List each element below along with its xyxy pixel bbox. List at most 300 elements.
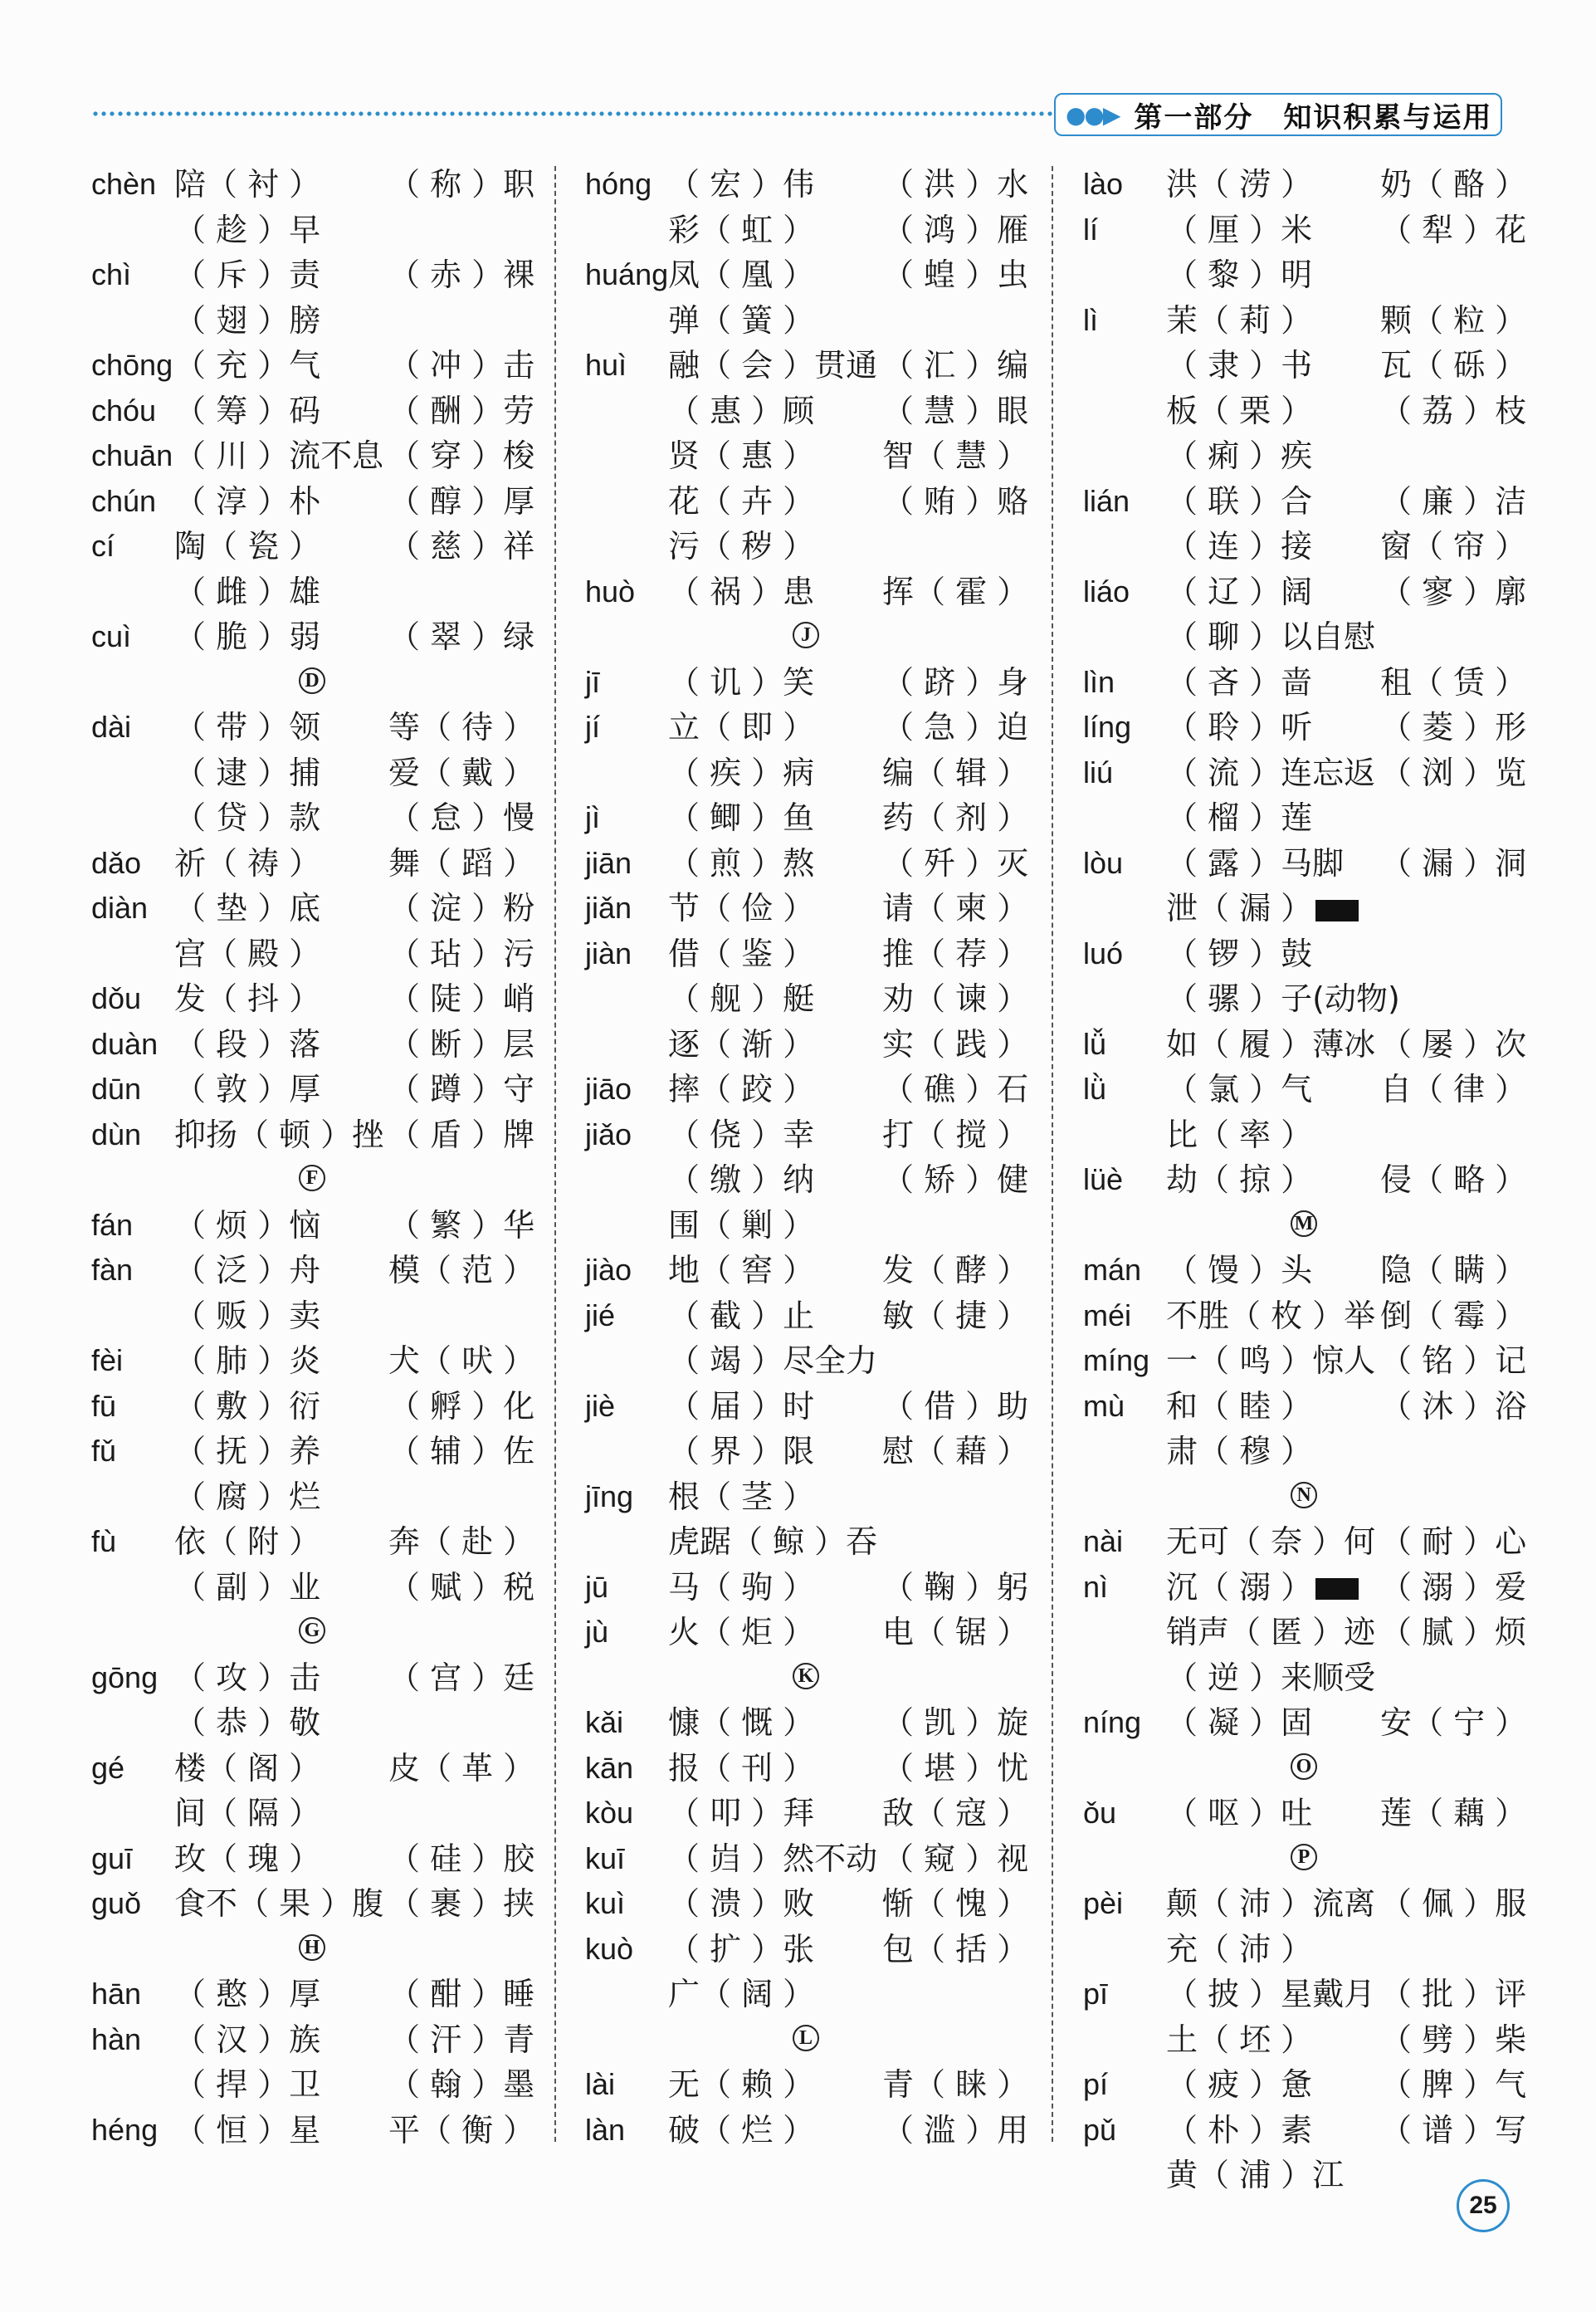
word-item-second: 挥（ 霍 ）: [882, 573, 1029, 610]
word-entry-row: [585, 1248, 1029, 1293]
word-item-first: [668, 976, 814, 1022]
word-item-second: （ 铭 ）记: [1380, 1342, 1527, 1379]
word-entry-row: [585, 1836, 1029, 1882]
word-item-first: [174, 1655, 320, 1701]
word-item-text: 污（ 秽 ）: [668, 528, 815, 565]
word-item-first: [668, 1157, 814, 1203]
word-entry-row: [585, 208, 1029, 253]
word-item-text: （ 呕 ）吐: [1166, 1795, 1313, 1831]
pinyin-label: kuò: [585, 1931, 634, 1966]
word-item-text: （ 叩 ）拜: [668, 1795, 815, 1831]
word-item-text: 楼（ 阁 ）: [174, 1749, 321, 1787]
word-item-first: [174, 841, 320, 887]
word-entry-row: [1083, 886, 1523, 931]
word-item-text: （ 隶 ）书: [1166, 347, 1313, 384]
word-item-text: （ 吝 ）啬: [1166, 663, 1313, 701]
word-item-second: 模（ 范 ）: [388, 1252, 535, 1288]
word-item-second: （ 洪 ）水: [882, 166, 1029, 203]
word-item-first: [668, 2062, 814, 2108]
word-item-second: 发（ 酵 ）: [882, 1252, 1029, 1288]
word-item-first: [1166, 1338, 1375, 1384]
word-item-second: （ 断 ）层: [388, 1025, 535, 1063]
word-item-first: [668, 1972, 814, 2017]
pinyin-label: lǚ: [1083, 1026, 1107, 1061]
word-item-second: （ 礁 ）石: [882, 1071, 1029, 1107]
section-letter-badge: N: [1291, 1482, 1317, 1508]
word-entry-row: [1083, 841, 1527, 887]
word-item-second: 瓦（ 砾 ）: [1380, 347, 1527, 384]
word-item-second: （ 硅 ）胶: [388, 1840, 535, 1877]
section-header: [1054, 93, 1502, 136]
pinyin-label: fǔ: [91, 1434, 117, 1468]
word-item-second: 安（ 宁 ）: [1380, 1704, 1527, 1741]
word-entry-row: [585, 1293, 1029, 1339]
word-entry-row: [91, 886, 535, 931]
word-entry-row: [1083, 2153, 1523, 2198]
word-item-second: （ 盾 ）牌: [388, 1116, 535, 1153]
word-item-second: （ 劈 ）柴: [1380, 2021, 1527, 2058]
word-entry-row: [1083, 1791, 1527, 1836]
word-item-text: （ 舰 ）艇: [668, 980, 815, 1017]
pinyin-label: liáo: [1083, 574, 1130, 609]
word-item-second: 奶（ 酪 ）: [1380, 166, 1527, 203]
word-entry-row: [91, 1248, 535, 1293]
word-entry-row: [91, 1791, 531, 1836]
pinyin-label: guī: [91, 1840, 134, 1875]
word-item-second: 智（ 慧 ）: [882, 437, 1029, 474]
word-item-first: [174, 1067, 320, 1112]
word-item-first: [1166, 252, 1312, 298]
word-item-text: 发（ 抖 ）: [174, 980, 321, 1017]
word-item-second: （ 陡 ）峭: [388, 980, 535, 1017]
word-entry-row: [91, 931, 535, 977]
word-item-text: （ 斥 ）责: [174, 257, 321, 293]
word-entry-row: [1083, 1248, 1527, 1293]
word-item-second: （ 汗 ）青: [388, 2021, 535, 2058]
word-item-second: 倒（ 霉 ）: [1380, 1297, 1527, 1334]
section-divider-row: [585, 2017, 1025, 2063]
word-entry-row: [1083, 1157, 1527, 1203]
word-item-second: 自（ 律 ）: [1380, 1071, 1527, 1107]
pinyin-label: chèn: [91, 167, 157, 201]
word-item-first: [1166, 931, 1312, 977]
word-item-first: [668, 1927, 814, 1972]
section-letter-badge: J: [793, 622, 819, 648]
word-item-second: （ 跻 ）身: [882, 663, 1029, 701]
word-entry-row: [585, 1338, 1025, 1384]
word-item-text: 肃（ 穆 ）: [1166, 1433, 1313, 1469]
word-entry-row: [91, 705, 535, 750]
word-item-second: 奔（ 赴 ）: [388, 1523, 535, 1560]
word-item-text: 无可（ 奈 ）何: [1166, 1523, 1376, 1560]
word-entry-row: [1083, 389, 1527, 434]
word-item-text: （ 届 ）时: [668, 1387, 815, 1425]
word-entry-row: [1083, 1429, 1523, 1474]
word-item-first: [668, 2108, 814, 2153]
word-entry-row: [1083, 433, 1523, 479]
word-item-second: （ 繁 ）华: [388, 1206, 535, 1244]
word-item-text: （ 岿 ）然不动: [668, 1840, 878, 1877]
word-item-first: [174, 2017, 320, 2063]
word-item-second: （ 蹲 ）守: [388, 1071, 535, 1107]
pinyin-label: chì: [91, 257, 132, 291]
word-item-text: 破（ 烂 ）: [668, 2111, 815, 2148]
word-item-second: （ 脾 ）气: [1380, 2066, 1527, 2103]
word-item-first: [1166, 162, 1312, 208]
word-item-first: [1166, 1700, 1312, 1746]
word-item-text: （ 溃 ）败: [668, 1885, 815, 1922]
word-entry-row: [1083, 298, 1527, 344]
pinyin-label: jù: [585, 1615, 609, 1649]
section-divider-row: [1083, 1836, 1523, 1882]
word-item-first: [1166, 524, 1312, 569]
word-item-text: 虎踞（ 鲸 ）吞: [668, 1523, 878, 1560]
word-entry-row: [585, 298, 1025, 344]
word-entry-row: [91, 343, 535, 389]
word-item-first: [174, 886, 320, 931]
word-entry-row: [1083, 614, 1523, 660]
word-item-second: （ 滥 ）用: [882, 2111, 1029, 2148]
word-item-first: [174, 1248, 320, 1293]
word-item-second: （ 佩 ）服: [1380, 1885, 1527, 1922]
word-item-first: [174, 1203, 320, 1249]
word-entry-row: [91, 479, 535, 525]
word-entry-row: [1083, 705, 1527, 750]
pinyin-label: luó: [1083, 936, 1124, 970]
word-item-first: [668, 569, 814, 615]
pinyin-label: héng: [91, 2112, 159, 2147]
word-item-text: （ 骡 ）子(动物): [1166, 980, 1400, 1017]
word-item-text: （ 缴 ）纳: [668, 1161, 815, 1198]
word-entry-row: [585, 1474, 1025, 1520]
word-item-second: （ 窥 ）视: [882, 1840, 1029, 1877]
word-entry-row: [1083, 1384, 1527, 1430]
pinyin-label: níng: [1083, 1705, 1142, 1739]
word-item-second: （ 孵 ）化: [388, 1387, 535, 1425]
word-item-first: [174, 479, 320, 525]
word-item-text: （ 逮 ）捕: [174, 754, 321, 791]
section-divider-row: [91, 1927, 531, 1972]
word-item-text: 陪（ 衬 ）: [174, 166, 321, 203]
word-item-text: 如（ 履 ）薄冰: [1166, 1025, 1376, 1063]
word-entry-row: [91, 1384, 535, 1430]
word-entry-row: [1083, 1565, 1527, 1611]
page-number: 25: [1457, 2179, 1510, 2232]
section-divider-row: [91, 1157, 531, 1203]
word-entry-row: [1083, 2108, 1527, 2153]
pinyin-label: méi: [1083, 1298, 1132, 1332]
word-item-first: [668, 886, 814, 931]
word-entry-row: [91, 1881, 535, 1927]
word-entry-row: [1083, 1927, 1523, 1972]
word-item-second: 敏（ 捷 ）: [882, 1297, 1029, 1334]
word-entry-row: [91, 298, 531, 344]
section-letter-badge: F: [299, 1165, 325, 1191]
word-item-first: [1166, 2017, 1312, 2063]
word-entry-row: [1083, 750, 1527, 796]
word-item-text: （ 流 ）连忘返: [1166, 754, 1376, 791]
word-item-first: [668, 252, 814, 298]
word-item-first: [668, 1836, 877, 1882]
word-item-second: （ 溺 ）爱: [1380, 1568, 1527, 1606]
word-item-second: （ 菱 ）形: [1380, 709, 1527, 745]
word-entry-row: [585, 1157, 1029, 1203]
word-item-first: [174, 2062, 320, 2108]
word-item-text: 茉（ 莉 ）: [1166, 301, 1313, 339]
section-title: 第一部分 知识积累与运用: [1134, 100, 1493, 134]
word-item-first: [1166, 1791, 1312, 1836]
word-item-text: （ 露 ）马脚: [1166, 844, 1345, 882]
word-item-text: 沉（ 溺 ）: [1166, 1568, 1313, 1606]
word-item-first: [1166, 1972, 1375, 2017]
word-item-second: （ 鸿 ）雁: [882, 211, 1029, 248]
pinyin-label: lì: [1083, 302, 1098, 337]
word-entry-row: [1083, 1022, 1527, 1068]
word-item-first: [174, 1112, 383, 1158]
word-item-text: 花（ 卉 ）: [668, 482, 815, 520]
word-item-first: [1166, 1610, 1375, 1655]
word-item-first: [1166, 298, 1312, 344]
word-item-text: （ 聆 ）听: [1166, 709, 1313, 745]
word-item-second: （ 寥 ）廓: [1380, 573, 1527, 610]
word-item-first: [668, 1881, 814, 1927]
pinyin-label: cuì: [91, 619, 132, 653]
word-item-text: （ 副 ）业: [174, 1568, 321, 1606]
pinyin-label: dūn: [91, 1072, 142, 1106]
word-item-first: [174, 433, 383, 479]
word-item-second: （ 淀 ）粉: [388, 890, 535, 926]
word-item-first: [668, 524, 814, 569]
word-item-text: （ 祸 ）患: [668, 573, 815, 610]
pinyin-label: fèi: [91, 1343, 124, 1377]
pinyin-label: huò: [585, 574, 636, 609]
section-divider-row: [585, 614, 1025, 660]
pinyin-label: pèi: [1083, 1886, 1124, 1920]
word-entry-row: [585, 1519, 1025, 1565]
word-item-text: 比（ 率 ）: [1166, 1116, 1313, 1153]
word-item-first: [668, 750, 814, 796]
pinyin-label: kòu: [585, 1796, 634, 1830]
word-item-text: 和（ 睦 ）: [1166, 1387, 1313, 1425]
word-entry-row: [585, 524, 1025, 569]
pinyin-label: dài: [91, 710, 132, 744]
pinyin-label: jiān: [585, 845, 632, 880]
word-item-first: [1166, 389, 1312, 434]
pinyin-label: jīng: [585, 1479, 634, 1513]
word-item-first: [668, 1610, 814, 1655]
word-item-text: （ 宏 ）伟: [668, 166, 815, 203]
word-item-second: 平（ 衡 ）: [388, 2111, 535, 2148]
pinyin-label: jiào: [585, 1253, 632, 1287]
word-item-text: 板（ 栗 ）: [1166, 392, 1313, 429]
word-item-second: （ 沐 ）浴: [1380, 1387, 1527, 1425]
word-item-second: （ 酬 ）劳: [388, 392, 535, 429]
word-item-first: [1166, 1067, 1312, 1112]
word-item-text: （ 侥 ）幸: [668, 1116, 815, 1153]
word-item-second: （ 酣 ）睡: [388, 1976, 535, 2012]
word-entry-row: [585, 1927, 1029, 1972]
word-item-second: 莲（ 藕 ）: [1380, 1795, 1527, 1831]
word-item-first: [1166, 614, 1375, 660]
word-entry-row: [1083, 660, 1527, 706]
word-entry-row: [585, 1067, 1029, 1112]
pinyin-label: liú: [1083, 755, 1114, 789]
column-divider: [1052, 166, 1053, 2142]
word-entry-row: [91, 1203, 535, 1249]
word-item-first: [174, 1429, 320, 1474]
redaction-mark: [1315, 1578, 1359, 1600]
word-entry-row: [585, 1746, 1029, 1791]
word-item-first: [1166, 479, 1312, 525]
section-letter-badge: M: [1291, 1210, 1317, 1237]
word-item-second: （ 玷 ）污: [388, 935, 535, 972]
word-entry-row: [585, 1022, 1029, 1068]
word-item-first: [174, 208, 320, 253]
word-item-text: （ 翅 ）膀: [174, 301, 321, 339]
word-entry-row: [91, 1565, 535, 1611]
pinyin-label: huì: [585, 348, 627, 382]
pinyin-label: jiè: [585, 1388, 616, 1423]
word-item-first: [1166, 660, 1312, 706]
word-item-first: [174, 298, 320, 344]
word-item-first: [174, 1338, 320, 1384]
word-item-first: [668, 433, 814, 479]
word-item-first: [668, 1429, 814, 1474]
word-item-first: [174, 524, 320, 569]
word-item-first: [1166, 1293, 1375, 1339]
word-item-first: [174, 2108, 320, 2153]
word-item-first: [174, 569, 320, 615]
word-item-text: （ 聊 ）以自慰: [1166, 618, 1376, 655]
word-item-text: （ 煎 ）熬: [668, 844, 815, 882]
word-item-text: 销声（ 匿 ）迹: [1166, 1614, 1376, 1650]
word-item-second: （ 借 ）助: [882, 1387, 1029, 1425]
pinyin-label: jiàn: [585, 936, 632, 970]
word-entry-row: [585, 479, 1029, 525]
word-item-text: （ 逆 ）来顺受: [1166, 1659, 1376, 1696]
word-item-text: （ 疲 ）惫: [1166, 2066, 1313, 2103]
word-item-first: [1166, 886, 1359, 931]
word-item-text: （ 联 ）合: [1166, 482, 1313, 520]
pinyin-label: fù: [91, 1524, 117, 1558]
word-entry-row: [585, 705, 1029, 750]
word-entry-row: [91, 208, 531, 253]
pinyin-label: nì: [1083, 1569, 1109, 1604]
pinyin-label: kuī: [585, 1840, 626, 1875]
word-item-text: 报（ 刊 ）: [668, 1749, 815, 1787]
pinyin-label: dǒu: [91, 981, 142, 1015]
word-item-second: （ 醇 ）厚: [388, 482, 535, 520]
word-entry-row: [91, 1519, 535, 1565]
word-entry-row: [91, 2108, 535, 2153]
word-item-first: [668, 1384, 814, 1430]
word-item-second: （ 廉 ）洁: [1380, 482, 1527, 520]
word-item-second: （ 屡 ）次: [1380, 1025, 1527, 1063]
word-item-first: [174, 1474, 320, 1520]
word-item-first: [1166, 1429, 1312, 1474]
pinyin-label: pí: [1083, 2067, 1109, 2101]
word-item-second: （ 翠 ）绿: [388, 618, 535, 655]
pinyin-label: jiāo: [585, 1072, 632, 1106]
word-item-text: （ 披 ）星戴月: [1166, 1976, 1376, 2012]
section-divider-row: [91, 660, 531, 706]
pinyin-label: jī: [585, 664, 600, 699]
pinyin-label: kǎi: [585, 1705, 624, 1739]
word-entry-row: [1083, 1881, 1527, 1927]
word-entry-row: [91, 1067, 535, 1112]
word-entry-row: [91, 795, 535, 841]
word-item-first: [174, 1022, 320, 1068]
word-entry-row: [91, 1746, 535, 1791]
pinyin-label: mù: [1083, 1388, 1125, 1423]
word-entry-row: [585, 886, 1029, 931]
word-item-first: [668, 841, 814, 887]
word-item-second: 爱（ 戴 ）: [388, 754, 535, 791]
word-item-first: [174, 931, 320, 977]
word-item-first: [1166, 750, 1375, 796]
word-item-text: （ 馒 ）头: [1166, 1252, 1313, 1288]
pinyin-label: hàn: [91, 2021, 142, 2056]
word-entry-row: [585, 931, 1029, 977]
word-item-first: [174, 1972, 320, 2017]
word-item-text: 根（ 茎 ）: [668, 1478, 815, 1515]
word-item-second: 编（ 辑 ）: [882, 754, 1029, 791]
word-item-text: 贤（ 惠 ）: [668, 437, 815, 474]
word-item-first: [174, 389, 320, 434]
word-entry-row: [1083, 524, 1527, 569]
word-entry-row: [1083, 1293, 1527, 1339]
word-item-first: [668, 208, 814, 253]
word-item-second: 窗（ 帘 ）: [1380, 528, 1527, 565]
word-item-first: [668, 1700, 814, 1746]
word-item-text: （ 攻 ）击: [174, 1659, 321, 1696]
pinyin-label: fàn: [91, 1253, 134, 1287]
word-entry-row: [585, 569, 1029, 615]
word-entry-row: [585, 1429, 1029, 1474]
word-item-first: [1166, 569, 1312, 615]
word-entry-row: [585, 976, 1029, 1022]
word-item-text: 食不（ 果 ）腹: [174, 1885, 384, 1922]
word-item-second: （ 矫 ）健: [882, 1161, 1029, 1198]
word-item-second: （ 腻 ）烦: [1380, 1614, 1527, 1650]
word-item-second: （ 穿 ）梭: [388, 437, 535, 474]
pinyin-label: chuān: [91, 438, 173, 472]
word-column-3: [1083, 162, 1527, 2198]
word-entry-row: [585, 2062, 1029, 2108]
word-item-text: （ 汉 ）族: [174, 2021, 321, 2058]
word-item-second: （ 赋 ）税: [388, 1568, 535, 1606]
word-item-second: 青（ 睐 ）: [882, 2066, 1029, 2103]
word-item-text: （ 截 ）止: [668, 1297, 815, 1334]
word-item-text: （ 恒 ）星: [174, 2111, 321, 2148]
word-item-text: 玫（ 瑰 ）: [174, 1840, 321, 1877]
section-letter-badge: O: [1291, 1753, 1317, 1780]
word-entry-row: [1083, 1700, 1527, 1746]
word-item-text: （ 厘 ）米: [1166, 211, 1313, 248]
word-entry-row: [91, 750, 535, 796]
pinyin-label: míng: [1083, 1343, 1150, 1377]
pinyin-label: pī: [1083, 1977, 1109, 2011]
word-entry-row: [1083, 1519, 1527, 1565]
word-item-first: [1166, 1022, 1375, 1068]
word-entry-row: [1083, 1338, 1527, 1384]
pinyin-label: duàn: [91, 1026, 159, 1061]
section-letter-badge: H: [299, 1934, 325, 1961]
word-entry-row: [1083, 2062, 1527, 2108]
word-item-text: （ 肺 ）炎: [174, 1342, 321, 1379]
word-item-text: （ 辽 ）阔: [1166, 573, 1313, 610]
pinyin-label: lài: [585, 2067, 616, 2101]
